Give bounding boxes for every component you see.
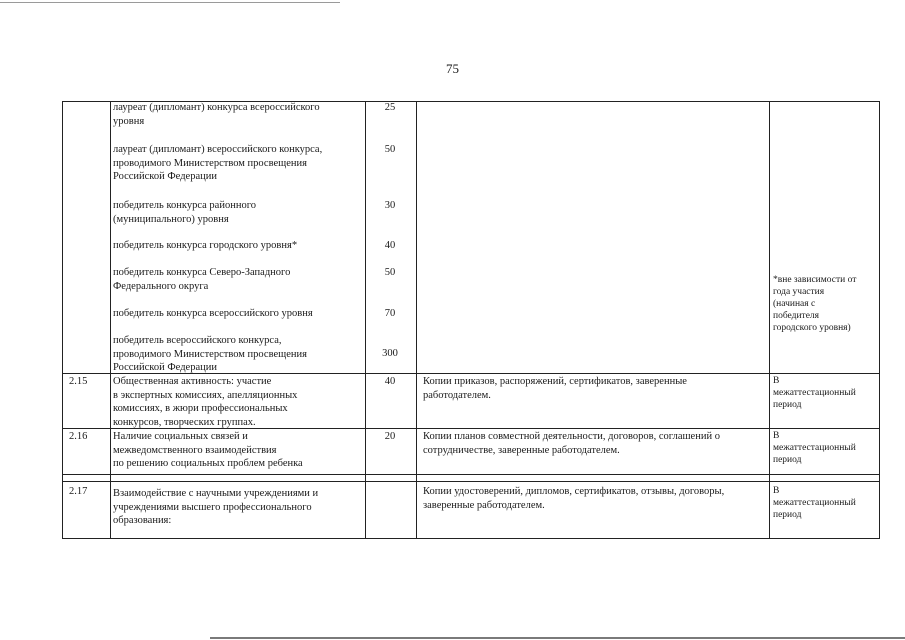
- points-value: 40: [384, 240, 396, 251]
- criterion-text: победитель конкурса районного (муниципального) уровня: [113, 200, 256, 225]
- page-number: 75: [446, 61, 459, 76]
- documents-text: Копии удостоверений, дипломов, сертификатов, отзывы, договоры, заверенные работодателем.: [423, 486, 725, 511]
- period-text: В межаттестационный период: [773, 431, 856, 465]
- scan-edge-bottom: [210, 637, 905, 639]
- footnote-text: *вне зависимости от года участия (начиная с победителя городского уровня): [773, 275, 857, 333]
- row-divider-gap: [62, 474, 880, 475]
- documents-text: Копии планов совместной деятельности, договоров, соглашений о сотрудничестве, заверенные работодателем.: [423, 431, 720, 456]
- row-number: 2.17: [69, 486, 88, 497]
- criterion-text: победитель конкурса всероссийского уровня: [113, 308, 313, 319]
- criterion-text: победитель конкурса Северо-Западного Федерального округа: [113, 267, 291, 292]
- points-value: 30: [384, 200, 396, 211]
- criterion-text: лауреат (дипломант) конкурса всероссийского уровня: [113, 102, 320, 127]
- criterion-text: победитель всероссийского конкурса, проводимого Министерством просвещения Российской Федерации: [113, 335, 307, 373]
- period-text: В межаттестационный период: [773, 376, 856, 410]
- period-text: В межаттестационный период: [773, 486, 856, 520]
- points-value: 50: [384, 144, 396, 155]
- row-divider-2-17: [62, 481, 880, 482]
- scan-edge-top: [0, 2, 340, 3]
- points-value: 300: [382, 348, 398, 359]
- points-value: 70: [384, 308, 396, 319]
- points-value: 40: [384, 376, 396, 387]
- row-number: 2.15: [69, 376, 88, 387]
- documents-text: Копии приказов, распоряжений, сертификатов, заверенные работодателем.: [423, 376, 687, 401]
- criterion-text: Наличие социальных связей и межведомственного взаимодействия по решению социальных проблем ребенка: [113, 431, 303, 469]
- criterion-text: победитель конкурса городского уровня*: [113, 240, 298, 251]
- criterion-text: Общественная активность: участие в экспертных комиссиях, апелляционных комиссиях, в жюри профессиональных конкурсов, творческих группах.: [113, 376, 298, 428]
- criteria-table: [62, 101, 880, 539]
- points-value: 25: [384, 102, 396, 113]
- row-number: 2.16: [69, 431, 88, 442]
- points-value: 20: [384, 431, 396, 442]
- criterion-text: Взаимодействие с научными учреждениями и учреждениями высшего профессионального образования:: [113, 488, 319, 526]
- points-value: 50: [384, 267, 396, 278]
- criterion-text: лауреат (дипломант) всероссийского конкурса, проводимого Министерством просвещения Российской Федерации: [113, 144, 323, 182]
